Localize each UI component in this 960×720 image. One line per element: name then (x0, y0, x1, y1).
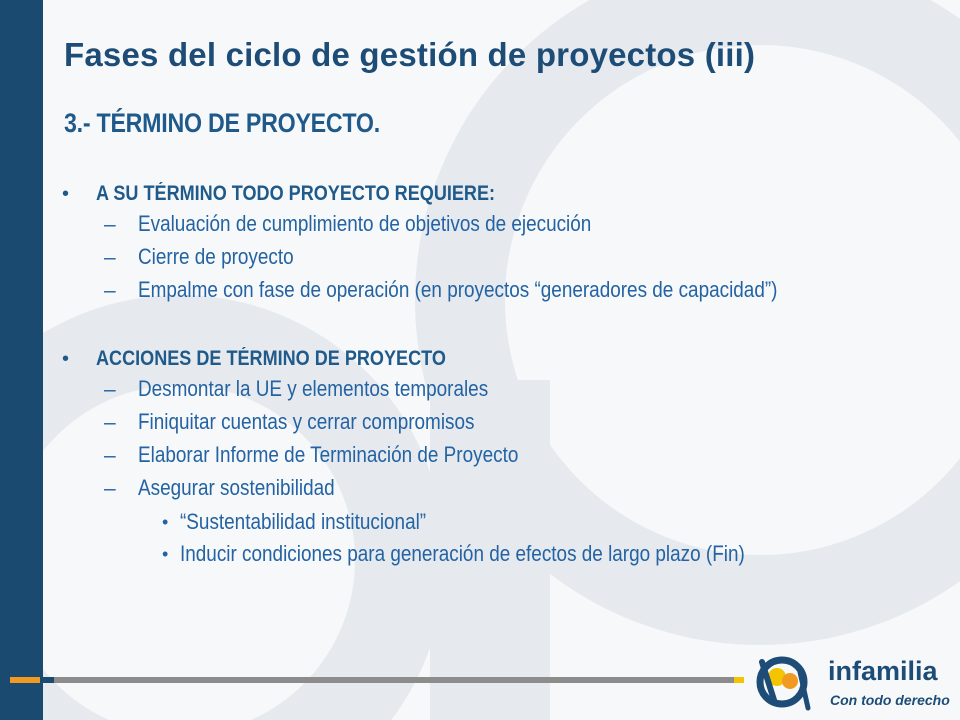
dash-icon: – (104, 213, 116, 236)
dot-bullet-icon: • (162, 544, 169, 564)
section-heading-row (62, 180, 942, 212)
dash-icon: – (104, 444, 116, 467)
list-item-text: Asegurar sostenibilidad (138, 475, 335, 500)
list-item (104, 245, 942, 278)
dot-bullet-icon: • (162, 512, 169, 532)
bullet-icon: • (62, 183, 70, 205)
logo-mark-icon (748, 650, 828, 716)
logo-tagline: Con todo derecho (830, 692, 950, 708)
list-item-text: Desmontar la UE y elementos temporales (138, 376, 489, 401)
list-item (104, 476, 942, 509)
infamilia-logo (748, 650, 953, 716)
footer-accent-yellow (734, 677, 744, 683)
section-heading: ACCIONES DE TÉRMINO DE PROYECTO (96, 347, 446, 370)
footer-divider-line (54, 677, 734, 683)
footer-accent-dark (40, 677, 54, 683)
sub-list-item (162, 509, 942, 541)
slide-title: Fases del ciclo de gestión de proyectos (iii) (64, 36, 756, 73)
list-item (104, 410, 942, 443)
list-item (104, 278, 942, 311)
left-sidebar-bar (0, 0, 43, 720)
dash-icon: – (104, 411, 116, 434)
dash-icon: – (104, 378, 116, 401)
list-item (104, 212, 942, 245)
bullet-icon: • (62, 348, 70, 370)
list-item-text: Evaluación de cumplimiento de objetivos de ejecución (138, 211, 592, 236)
list-item (104, 377, 942, 410)
logo-name: infamilia (828, 656, 938, 686)
section-heading-row (62, 345, 942, 377)
dash-icon: – (104, 246, 116, 269)
list-item (104, 443, 942, 476)
section-heading: A SU TÉRMINO TODO PROYECTO REQUIERE: (96, 182, 496, 205)
footer-accent-orange (10, 677, 40, 683)
section-actions (62, 345, 942, 573)
sub-list-item (162, 541, 942, 573)
sub-list-item-text: “Sustentabilidad institucional” (180, 509, 427, 534)
slide-content (62, 180, 942, 573)
dash-icon: – (104, 477, 116, 500)
list-item-text: Empalme con fase de operación (en proyectos “generadores de capacidad”) (138, 277, 778, 302)
dash-icon: – (104, 279, 116, 302)
list-item-text: Cierre de proyecto (138, 244, 294, 269)
slide-subtitle: 3.- TÉRMINO DE PROYECTO. (64, 108, 380, 138)
list-item-text: Finiquitar cuentas y cerrar compromisos (138, 409, 475, 434)
list-item-text: Elaborar Informe de Terminación de Proyecto (138, 442, 519, 467)
section-requirements (62, 180, 942, 311)
sub-list-item-text: Inducir condiciones para generación de efectos de largo plazo (Fin) (180, 541, 745, 566)
